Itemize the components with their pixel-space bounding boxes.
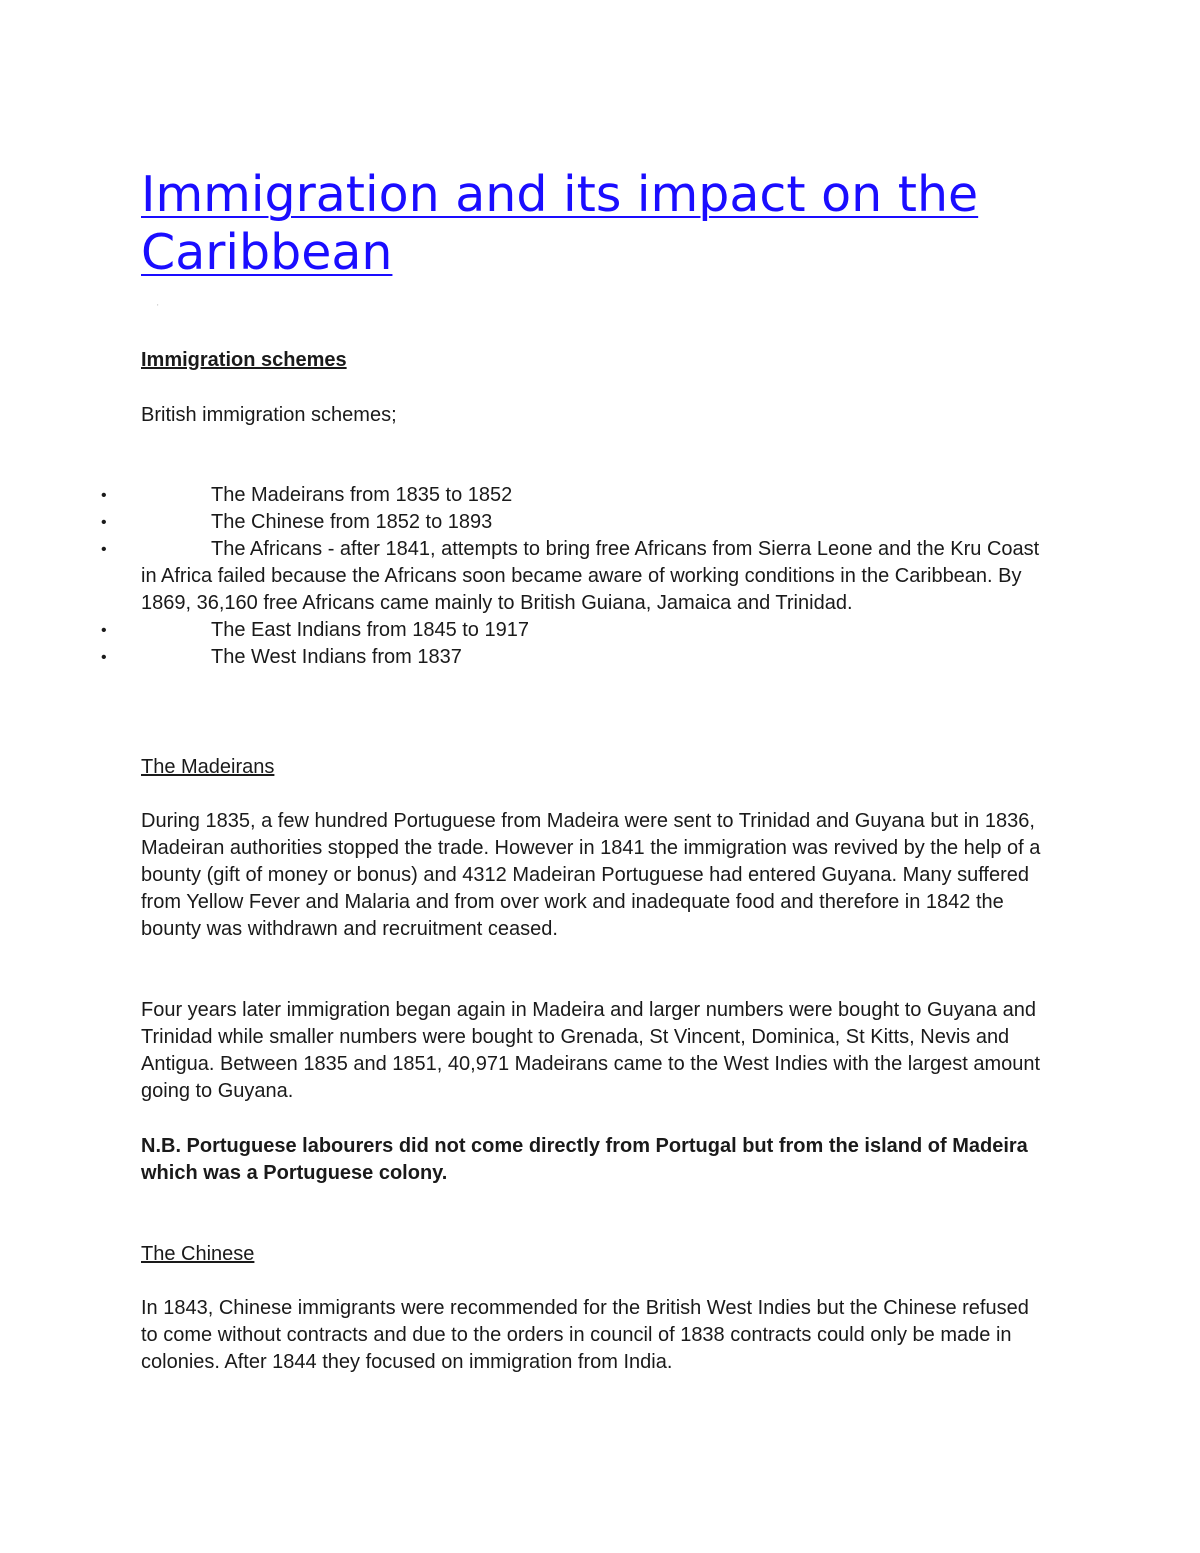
list-item-text: The Africans - after 1841, attempts to bring free Africans from Sierra Leone and the Kru Coast in Africa failed because the Africans soon became aware of working conditions in the Caribbean. By 1869, 36,160 free Africans came mainly to British Guiana, Jamaica and Trinidad. (141, 538, 1040, 614)
bullet-icon: • (101, 649, 107, 666)
stray-mark: ' (157, 303, 159, 312)
list-item-text: The West Indians from 1837 (211, 646, 462, 668)
list-item (101, 482, 1046, 509)
list-item-text: The Madeirans from 1835 to 1852 (211, 484, 513, 506)
document-title-line-1: Immigration and its impact on the (141, 166, 979, 223)
bullet-icon: • (101, 487, 107, 504)
madeirans-heading: The Madeirans (141, 756, 275, 778)
document-title-line-2: Caribbean (141, 224, 393, 281)
list-item-text: The East Indians from 1845 to 1917 (211, 619, 529, 641)
list-item-text: The Chinese from 1852 to 1893 (211, 511, 493, 533)
list-item (101, 509, 1046, 536)
document-title[interactable] (141, 166, 1041, 282)
madeirans-paragraph-2: Four years later immigration began again in Madeira and larger numbers were bought to Guyana and Trinidad while smaller numbers were bought to Grenada, St Vincent, Dominica, St Kitts, Nevis and Antigua. Between 1835 and 1851, 40,971 Madeirans came to the West Indies with the largest amount going to Guyana. (141, 999, 1041, 1102)
bullet-icon: • (101, 622, 107, 639)
schemes-intro: British immigration schemes; (141, 404, 397, 426)
list-item (101, 617, 1046, 644)
chinese-paragraph-1: In 1843, Chinese immigrants were recommended for the British West Indies but the Chinese refused to come without contracts and due to the orders in council of 1838 contracts could only be made in colonies. After 1844 they focused on immigration from India. (141, 1297, 1029, 1373)
schemes-list (101, 482, 1046, 671)
chinese-heading: The Chinese (141, 1243, 255, 1265)
bullet-icon: • (101, 541, 107, 558)
list-item (101, 644, 1046, 671)
immigration-schemes-heading: Immigration schemes (141, 349, 347, 371)
portuguese-note: N.B. Portuguese labourers did not come directly from Portugal but from the island of Madeira which was a Portuguese colony. (141, 1135, 1028, 1184)
bullet-icon: • (101, 514, 107, 531)
list-item (101, 536, 1046, 617)
madeirans-paragraph-1: During 1835, a few hundred Portuguese from Madeira were sent to Trinidad and Guyana but in 1836, Madeiran authorities stopped the trade. However in 1841 the immigration was revived by the help of a bounty (gift of money or bonus) and 4312 Madeiran Portuguese had entered Guyana. Many suffered from Yellow Fever and Malaria and from over work and inadequate food and therefore in 1842 the bounty was withdrawn and recruitment ceased. (141, 810, 1041, 940)
